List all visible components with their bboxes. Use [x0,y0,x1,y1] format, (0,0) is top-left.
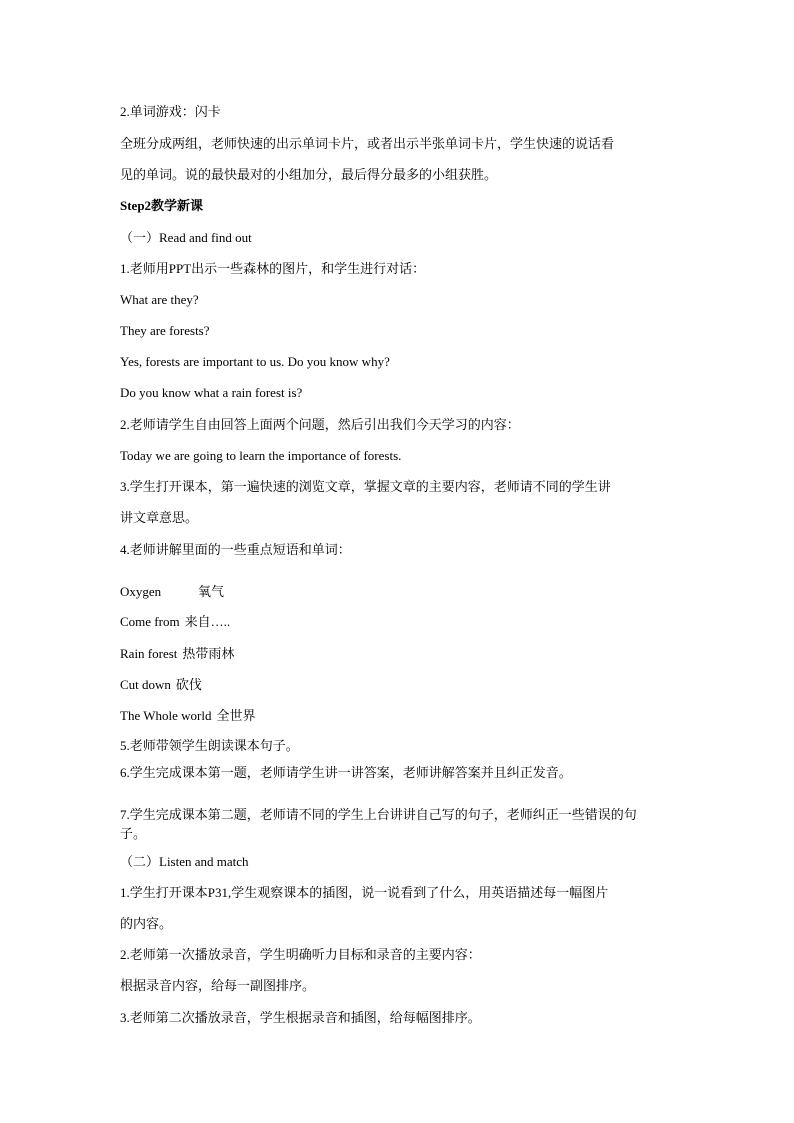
vocab-item [120,708,255,724]
paragraph-line: 7.学生完成课本第二题，老师请不同的学生上台讲讲自己写的句子，老师纠正一些错误的句 [120,807,637,822]
dialogue-line: What are they? [120,292,199,307]
vocab-term: Oxygen [120,584,162,599]
paragraph-line: 讲文章意思。 [120,510,199,525]
section-heading-listen: （二）Listen and match [120,854,249,869]
paragraph-line: 3.学生打开课本，第一遍快速的浏览文章，掌握文章的主要内容，老师请不同的学生讲 [120,479,611,494]
vocab-meaning: 热带雨林 [182,646,235,661]
vocab-meaning: 全世界 [216,708,256,723]
vocab-term: The Whole world [120,708,212,723]
paragraph-line: 全班分成两组，老师快速的出示单词卡片，或者出示半张单词卡片，学生快速的说话看 [120,136,615,151]
paragraph-line: 2.老师请学生自由回答上面两个问题，然后引出我们今天学习的内容： [120,417,520,432]
paragraph-line: 2.老师第一次播放录音，学生明确听力目标和录音的主要内容： [120,947,481,962]
paragraph-line: 6.学生完成课本第一题，老师请学生讲一讲答案，老师讲解答案并且纠正发音。 [120,765,572,780]
vocab-term: Come from [120,614,180,629]
step-heading: Step2教学新课 [120,198,204,213]
paragraph-line: 4.老师讲解里面的一些重点短语和单词： [120,542,351,557]
paragraph-line: 1.老师用PPT出示一些森林的图片，和学生进行对话： [120,261,426,276]
paragraph-line: 见的单词。说的最快最对的小组加分，最后得分最多的小组获胜。 [120,167,498,182]
paragraph-line: 5.老师带领学生朗读课本句子。 [120,738,299,753]
paragraph-line: Today we are going to learn the importance of forests. [120,448,402,463]
paragraph-line: 子。 [120,826,147,841]
vocab-meaning: 氧气 [198,584,225,599]
paragraph-line: 1.学生打开课本P31,学生观察课本的插图，说一说看到了什么，用英语描述每一幅图片 [120,885,609,900]
dialogue-line: Yes, forests are important to us. Do you know why? [120,354,390,369]
dialogue-line: They are forests? [120,323,210,338]
vocab-item [120,646,234,662]
paragraph-line: 根据录音内容，给每一副图排序。 [120,978,316,993]
vocab-item [120,677,202,693]
paragraph-line: 3.老师第二次播放录音，学生根据录音和插图，给每幅图排序。 [120,1010,481,1025]
dialogue-line: Do you know what a rain forest is? [120,385,303,400]
vocab-item [120,614,230,630]
vocab-term: Rain forest [120,646,178,661]
vocab-item [120,584,224,600]
vocab-meaning: 砍伐 [175,677,202,692]
section-heading-read: （一）Read and find out [120,230,252,245]
vocab-term: Cut down [120,677,171,692]
paragraph-line: 的内容。 [120,916,173,931]
activity-heading-flashcards: 2.单词游戏：闪卡 [120,104,221,119]
vocab-meaning: 来自….. [184,614,231,629]
